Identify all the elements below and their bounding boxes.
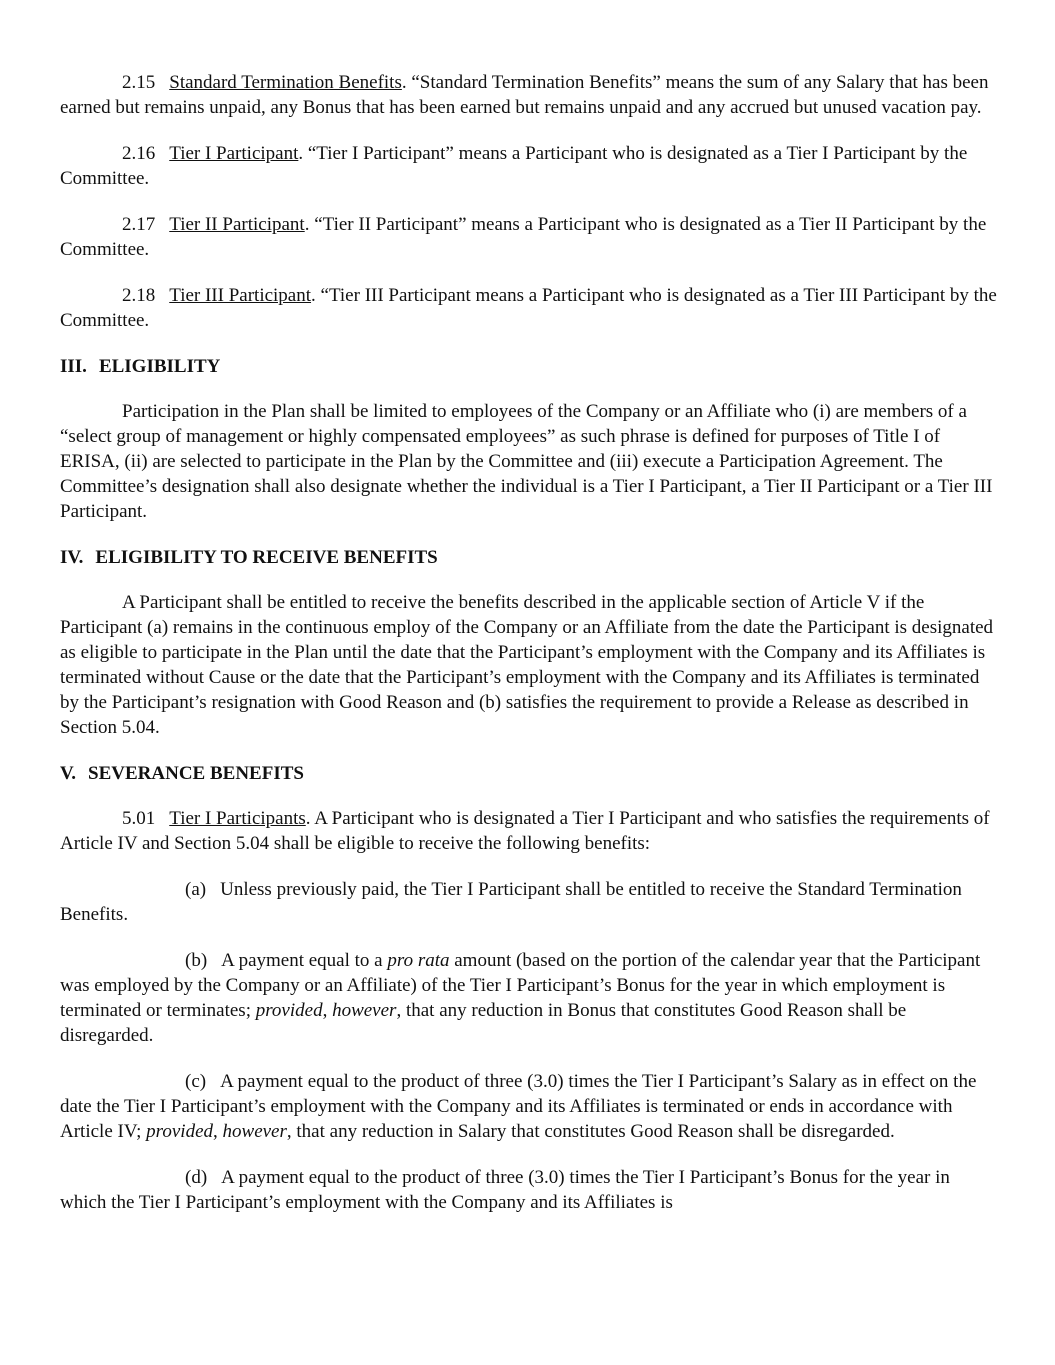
clause-text: , xyxy=(213,1121,223,1142)
article-number: IV. xyxy=(60,547,84,568)
section-title: Tier I Participant xyxy=(169,143,299,164)
section-2-18 xyxy=(60,283,1000,333)
clause-italic: however xyxy=(222,1121,287,1142)
clause-italic: however xyxy=(332,1000,397,1021)
section-number: 2.16 xyxy=(122,143,156,164)
section-body: . “Tier I Participant” means a Participant who is designated as a Tier I Participant by the Committee. xyxy=(60,143,968,189)
section-title: Tier II Participant xyxy=(169,214,305,235)
clause-c xyxy=(60,1069,1000,1144)
article-number: V. xyxy=(60,763,77,784)
section-body: . “Tier III Participant means a Participant who is designated as a Tier III Participant by the Committee. xyxy=(60,285,997,331)
article-number: III. xyxy=(60,356,87,377)
clause-text: A payment equal to the product of three (3.0) times the Tier I Participant’s Salary as in effect on the date the Tier I Participant’s employment with the Company and its Affiliates is terminated or ends in accordance with Article IV; xyxy=(60,1071,977,1142)
clause-label: (a) xyxy=(185,879,207,900)
article-4-heading xyxy=(60,545,1000,570)
clause-label: (d) xyxy=(185,1167,208,1188)
section-2-16 xyxy=(60,141,1000,191)
clause-text: amount (based on the portion of the calendar year that the Participant was employed by the Company or an Affiliate) of the Tier I Participant’s Bonus for the year in which employment is terminated or terminates; xyxy=(60,950,981,1021)
section-title: Standard Termination Benefits xyxy=(169,72,402,93)
document-page xyxy=(60,70,1000,1236)
clause-d xyxy=(60,1165,1000,1215)
article-3-heading xyxy=(60,354,1000,379)
clause-text: , that any reduction in Salary that constitutes Good Reason shall be disregarded. xyxy=(286,1121,895,1142)
clause-label: (b) xyxy=(185,950,208,971)
clause-italic: provided xyxy=(146,1121,214,1142)
section-2-17 xyxy=(60,212,1000,262)
clause-italic: pro rata xyxy=(387,950,450,971)
section-title: Tier I Participants xyxy=(169,808,306,829)
clause-text: Unless previously paid, the Tier I Participant shall be entitled to receive the Standard Termination Benefits. xyxy=(60,879,962,925)
clause-label: (c) xyxy=(185,1071,207,1092)
section-2-15 xyxy=(60,70,1000,120)
article-title: SEVERANCE BENEFITS xyxy=(88,763,304,784)
section-body: . “Tier II Participant” means a Participant who is designated as a Tier II Participant by the Committee. xyxy=(60,214,987,260)
section-5-01 xyxy=(60,806,1000,856)
clause-text: , that any reduction in Bonus that constitutes Good Reason shall be disregarded. xyxy=(60,1000,907,1046)
clause-text: A payment equal to a xyxy=(221,950,388,971)
clause-b xyxy=(60,948,1000,1048)
article-title: ELIGIBILITY TO RECEIVE BENEFITS xyxy=(95,547,438,568)
section-title: Tier III Participant xyxy=(169,285,312,306)
article-3-body: Participation in the Plan shall be limited to employees of the Company or an Affiliate who (i) are members of a “select group of management or highly compensated employees” as such phrase is defined for purposes of Title I of ERISA, (ii) are selected to participate in the Plan by the Committee and (iii) execute a Participation Agreement. The Committee’s designation shall also designate whether the individual is a Tier I Participant, a Tier II Participant or a Tier III Participant. xyxy=(60,401,993,522)
article-5-heading xyxy=(60,761,1000,786)
article-title: ELIGIBILITY xyxy=(98,356,221,377)
section-body: . A Participant who is designated a Tier I Participant and who satisfies the requirements of Article IV and Section 5.04 shall be eligible to receive the following benefits: xyxy=(60,808,990,854)
section-number: 2.15 xyxy=(122,72,156,93)
clause-a xyxy=(60,877,1000,927)
section-number: 5.01 xyxy=(122,808,156,829)
section-number: 2.18 xyxy=(122,285,156,306)
section-body: . “Standard Termination Benefits” means the sum of any Salary that has been earned but remains unpaid, any Bonus that has been earned but remains unpaid and any accrued but unused vacation pay. xyxy=(60,72,989,118)
section-number: 2.17 xyxy=(122,214,156,235)
clause-text: , xyxy=(322,1000,333,1021)
clause-italic: provided xyxy=(255,1000,323,1021)
article-4-body: A Participant shall be entitled to receive the benefits described in the applicable section of Article V if the Participant (a) remains in the continuous employ of the Company or an Affiliate from the date the Participant is designated as eligible to participate in the Plan until the date that the Participant’s employment with the Company and its Affiliates is terminated without Cause or the date that the Participant’s employment with the Company and its Affiliates is terminated by the Participant’s resignation with Good Reason and (b) satisfies the requirement to provide a Release as described in Section 5.04. xyxy=(60,592,994,738)
clause-text: A payment equal to the product of three (3.0) times the Tier I Participant’s Bonus for the year in which the Tier I Participant’s employment with the Company and its Affiliates is xyxy=(60,1167,950,1213)
